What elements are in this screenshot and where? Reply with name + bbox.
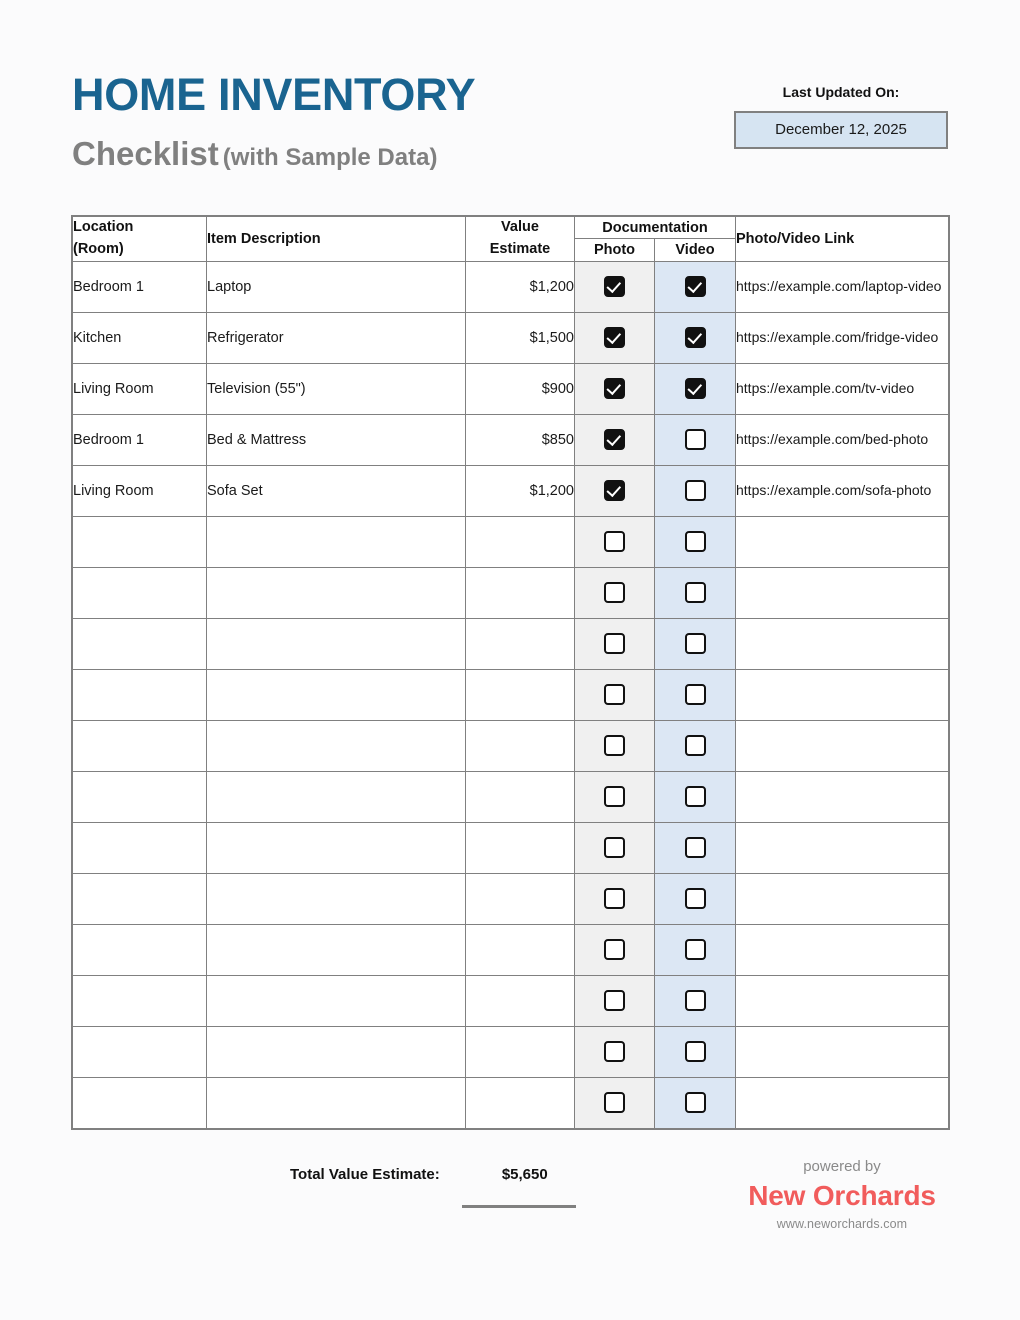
brand-url: www.neworchards.com [776, 1217, 908, 1232]
table-row [73, 312, 949, 363]
cell-photo-checkbox[interactable] [575, 873, 655, 924]
checkbox-unchecked-icon[interactable] [685, 684, 706, 705]
cell-value-estimate[interactable]: $1,200 [466, 261, 575, 312]
cell-value-estimate[interactable] [466, 516, 575, 567]
cell-location[interactable] [73, 567, 207, 618]
header-location [73, 217, 207, 262]
cell-photo-video-link[interactable] [736, 516, 949, 567]
cell-item-description[interactable] [207, 720, 466, 771]
checkbox-unchecked-icon[interactable] [604, 939, 625, 960]
cell-item-description[interactable] [207, 1026, 466, 1077]
cell-item-description[interactable]: Bed & Mattress [207, 414, 466, 465]
checkbox-unchecked-icon[interactable] [685, 582, 706, 603]
cell-item-description[interactable] [207, 873, 466, 924]
checkbox-checked-icon[interactable] [604, 327, 625, 348]
table-row [73, 261, 949, 312]
total-value-amount: $5,650 [501, 1166, 548, 1183]
cell-photo-checkbox[interactable] [575, 618, 655, 669]
cell-video-checkbox[interactable] [655, 261, 736, 312]
checkbox-unchecked-icon[interactable] [685, 837, 706, 858]
inventory-table-wrap [72, 216, 948, 1129]
cell-location[interactable] [73, 618, 207, 669]
brand-powered-by: powered by [803, 1158, 881, 1175]
cell-value-estimate[interactable] [466, 975, 575, 1026]
cell-photo-video-link[interactable]: https://example.com/fridge-video [736, 312, 949, 363]
table-row [73, 873, 949, 924]
cell-location[interactable]: Bedroom 1 [73, 414, 207, 465]
header-documentation: Documentation [575, 217, 736, 239]
cell-location[interactable] [73, 1026, 207, 1077]
table-row [73, 567, 949, 618]
cell-location[interactable] [73, 1077, 207, 1128]
cell-photo-checkbox[interactable] [575, 669, 655, 720]
cell-value-estimate[interactable] [466, 1077, 575, 1128]
total-value-label: Total Value Estimate: [290, 1166, 440, 1183]
checkbox-unchecked-icon[interactable] [685, 888, 706, 909]
cell-photo-video-link[interactable]: https://example.com/tv-video [736, 363, 949, 414]
cell-photo-video-link[interactable] [736, 1077, 949, 1128]
checkbox-unchecked-icon[interactable] [604, 1092, 625, 1113]
cell-video-checkbox[interactable] [655, 873, 736, 924]
last-updated-label: Last Updated On: [782, 84, 900, 100]
checkbox-checked-icon[interactable] [604, 429, 625, 450]
header-item-description: Item Description [207, 217, 466, 262]
cell-photo-video-link[interactable] [736, 975, 949, 1026]
last-updated-block [734, 85, 948, 149]
cell-item-description[interactable] [207, 618, 466, 669]
cell-value-estimate[interactable] [466, 720, 575, 771]
cell-value-estimate[interactable] [466, 924, 575, 975]
cell-value-estimate[interactable] [466, 822, 575, 873]
cell-photo-checkbox[interactable] [575, 924, 655, 975]
cell-location[interactable] [73, 924, 207, 975]
cell-photo-checkbox[interactable] [575, 771, 655, 822]
cell-video-checkbox[interactable] [655, 924, 736, 975]
header-location-line2: (Room) [73, 240, 124, 257]
cell-item-description[interactable] [207, 516, 466, 567]
checkbox-unchecked-icon[interactable] [685, 480, 706, 501]
header-value-line1: Value [501, 219, 539, 235]
cell-value-estimate[interactable]: $850 [466, 414, 575, 465]
cell-photo-checkbox[interactable] [575, 465, 655, 516]
checkbox-unchecked-icon[interactable] [685, 990, 706, 1011]
cell-video-checkbox[interactable] [655, 822, 736, 873]
cell-photo-checkbox[interactable] [575, 1077, 655, 1128]
checkbox-unchecked-icon[interactable] [604, 786, 625, 807]
cell-photo-checkbox[interactable] [575, 567, 655, 618]
cell-video-checkbox[interactable] [655, 1026, 736, 1077]
cell-item-description[interactable] [207, 567, 466, 618]
cell-photo-checkbox[interactable] [575, 975, 655, 1026]
table-row [73, 822, 949, 873]
table-row [73, 1026, 949, 1077]
checkbox-unchecked-icon[interactable] [604, 531, 625, 552]
cell-video-checkbox[interactable] [655, 1077, 736, 1128]
cell-value-estimate[interactable]: $1,500 [466, 312, 575, 363]
cell-item-description[interactable]: Television (55") [207, 363, 466, 414]
table-row [73, 771, 949, 822]
total-row [290, 1166, 582, 1184]
table-row [73, 720, 949, 771]
header-video: Video [655, 239, 736, 261]
table-row [73, 618, 949, 669]
cell-item-description[interactable] [207, 669, 466, 720]
cell-item-description[interactable] [207, 975, 466, 1026]
cell-photo-checkbox[interactable] [575, 720, 655, 771]
cell-location[interactable]: Bedroom 1 [73, 261, 207, 312]
cell-photo-checkbox[interactable] [575, 312, 655, 363]
checkbox-unchecked-icon[interactable] [685, 1041, 706, 1062]
table-row [73, 414, 949, 465]
header-photo-video-link: Photo/Video Link [736, 217, 949, 262]
checkbox-unchecked-icon[interactable] [604, 684, 625, 705]
cell-location[interactable]: Kitchen [73, 312, 207, 363]
cell-item-description[interactable]: Sofa Set [207, 465, 466, 516]
table-row [73, 924, 949, 975]
cell-item-description[interactable] [207, 924, 466, 975]
cell-photo-checkbox[interactable] [575, 261, 655, 312]
header-value-estimate [466, 217, 575, 262]
cell-location[interactable] [73, 720, 207, 771]
checkbox-checked-icon[interactable] [604, 276, 625, 297]
table-header-row-1 [73, 217, 949, 239]
table-row [73, 669, 949, 720]
checkbox-unchecked-icon[interactable] [685, 939, 706, 960]
cell-location[interactable] [73, 873, 207, 924]
cell-photo-checkbox[interactable] [575, 1026, 655, 1077]
cell-location[interactable] [73, 516, 207, 567]
inventory-table [72, 216, 949, 1129]
table-row [73, 363, 949, 414]
document-footer [72, 1158, 948, 1268]
checkbox-unchecked-icon[interactable] [604, 990, 625, 1011]
table-head [73, 217, 949, 262]
cell-video-checkbox[interactable] [655, 669, 736, 720]
page-subtitle-note: (with Sample Data) [222, 144, 438, 171]
checkbox-unchecked-icon[interactable] [685, 429, 706, 450]
total-value-underline [462, 1205, 576, 1208]
cell-location[interactable] [73, 822, 207, 873]
cell-photo-video-link[interactable] [736, 924, 949, 975]
cell-photo-video-link[interactable] [736, 1026, 949, 1077]
header-value-line2: Estimate [489, 240, 551, 257]
cell-video-checkbox[interactable] [655, 465, 736, 516]
cell-video-checkbox[interactable] [655, 567, 736, 618]
checkbox-checked-icon[interactable] [604, 378, 625, 399]
cell-photo-video-link[interactable] [736, 720, 949, 771]
table-row [73, 975, 949, 1026]
document-header [72, 69, 948, 192]
cell-photo-video-link[interactable] [736, 771, 949, 822]
last-updated-field[interactable]: December 12, 2025 [734, 111, 948, 149]
cell-location[interactable] [73, 669, 207, 720]
cell-photo-video-link[interactable]: https://example.com/sofa-photo [736, 465, 949, 516]
brand-block [736, 1158, 948, 1231]
cell-video-checkbox[interactable] [655, 771, 736, 822]
cell-photo-video-link[interactable] [736, 873, 949, 924]
checkbox-unchecked-icon[interactable] [604, 582, 625, 603]
cell-item-description[interactable] [207, 1077, 466, 1128]
checkbox-checked-icon[interactable] [685, 276, 706, 297]
checkbox-unchecked-icon[interactable] [604, 633, 625, 654]
checkbox-unchecked-icon[interactable] [685, 531, 706, 552]
cell-photo-video-link[interactable] [736, 567, 949, 618]
table-row [73, 516, 949, 567]
cell-value-estimate[interactable] [466, 771, 575, 822]
checkbox-unchecked-icon[interactable] [685, 633, 706, 654]
cell-value-estimate[interactable] [466, 618, 575, 669]
cell-value-estimate[interactable]: $900 [466, 363, 575, 414]
checkbox-unchecked-icon[interactable] [685, 786, 706, 807]
cell-photo-checkbox[interactable] [575, 822, 655, 873]
cell-item-description[interactable]: Refrigerator [207, 312, 466, 363]
header-location-line1: Location [73, 219, 134, 235]
cell-photo-video-link[interactable] [736, 618, 949, 669]
cell-item-description[interactable]: Laptop [207, 261, 466, 312]
cell-video-checkbox[interactable] [655, 312, 736, 363]
checkbox-checked-icon[interactable] [604, 480, 625, 501]
cell-photo-video-link[interactable] [736, 669, 949, 720]
table-body [73, 261, 949, 1128]
cell-photo-checkbox[interactable] [575, 414, 655, 465]
checkbox-unchecked-icon[interactable] [604, 837, 625, 858]
cell-video-checkbox[interactable] [655, 720, 736, 771]
cell-item-description[interactable] [207, 771, 466, 822]
cell-location[interactable]: Living Room [73, 363, 207, 414]
checkbox-unchecked-icon[interactable] [604, 1041, 625, 1062]
table-row [73, 1077, 949, 1128]
cell-video-checkbox[interactable] [655, 414, 736, 465]
checkbox-unchecked-icon[interactable] [685, 735, 706, 756]
title-block [72, 69, 476, 172]
header-photo: Photo [575, 239, 655, 261]
cell-location[interactable] [73, 771, 207, 822]
checkbox-unchecked-icon[interactable] [604, 888, 625, 909]
page-title: HOME INVENTORY [72, 69, 476, 120]
cell-value-estimate[interactable]: $1,200 [466, 465, 575, 516]
cell-value-estimate[interactable] [466, 567, 575, 618]
page-subtitle: Checklist [72, 135, 219, 172]
checkbox-checked-icon[interactable] [685, 378, 706, 399]
cell-video-checkbox[interactable] [655, 516, 736, 567]
cell-photo-video-link[interactable]: https://example.com/laptop-video [736, 261, 949, 312]
checkbox-unchecked-icon[interactable] [685, 1092, 706, 1113]
cell-location[interactable] [73, 975, 207, 1026]
subtitle-row [72, 137, 475, 170]
cell-value-estimate[interactable] [466, 1026, 575, 1077]
cell-photo-checkbox[interactable] [575, 363, 655, 414]
cell-value-estimate[interactable] [466, 873, 575, 924]
cell-location[interactable]: Living Room [73, 465, 207, 516]
cell-video-checkbox[interactable] [655, 363, 736, 414]
brand-logo-text: New Orchards [748, 1180, 936, 1211]
checkbox-checked-icon[interactable] [685, 327, 706, 348]
cell-video-checkbox[interactable] [655, 975, 736, 1026]
table-row [73, 465, 949, 516]
cell-item-description[interactable] [207, 822, 466, 873]
cell-video-checkbox[interactable] [655, 618, 736, 669]
checkbox-unchecked-icon[interactable] [604, 735, 625, 756]
cell-photo-video-link[interactable]: https://example.com/bed-photo [736, 414, 949, 465]
cell-photo-video-link[interactable] [736, 822, 949, 873]
cell-photo-checkbox[interactable] [575, 516, 655, 567]
cell-value-estimate[interactable] [466, 669, 575, 720]
